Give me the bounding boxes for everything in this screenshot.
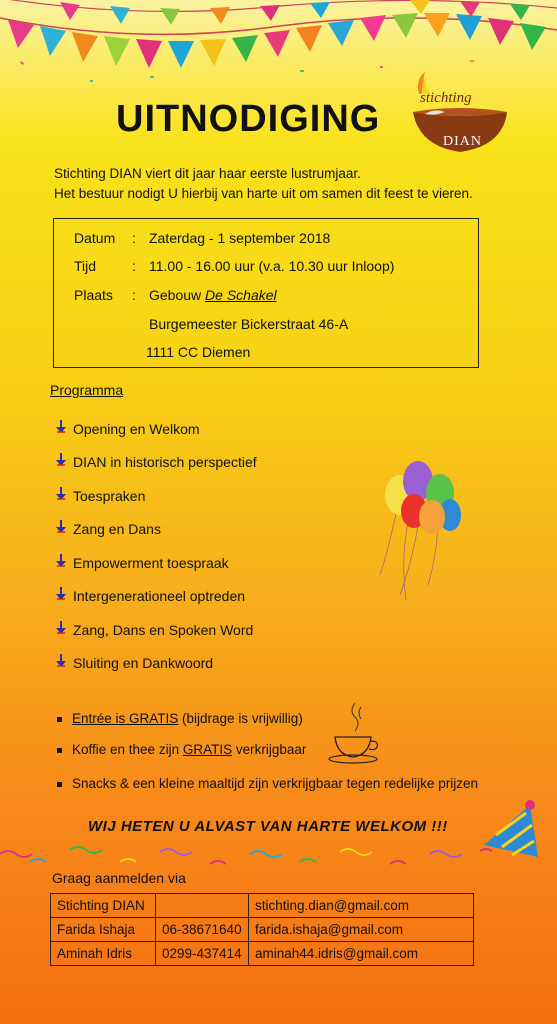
contact-email[interactable]: farida.ishaja@gmail.com: [249, 918, 474, 942]
note-coffee-free: GRATIS: [182, 742, 233, 757]
intro-line-2: Het bestuur nodigt U hierbij van harte uit om samen dit feest te vieren.: [54, 186, 473, 201]
list-item: [55, 621, 253, 638]
down-arrow-icon: [55, 654, 73, 671]
down-arrow-icon: [55, 554, 73, 571]
list-item: [55, 487, 145, 504]
welcome-banner: WIJ HETEN U ALVAST VAN HARTE WELKOM !!!: [88, 818, 448, 835]
table-row: [51, 918, 474, 942]
contact-phone: 06-38671640: [156, 918, 249, 942]
contact-email[interactable]: aminah44.idris@gmail.com: [249, 942, 474, 966]
down-arrow-icon: [55, 587, 73, 604]
note-entree-rest: (bijdrage is vrijwillig): [178, 711, 303, 726]
programma-item-label: Empowerment toespraak: [73, 555, 229, 571]
note-coffee-a: Koffie en thee zijn: [72, 742, 183, 757]
list-item: [55, 520, 161, 537]
date-value: Zaterdag - 1 september 2018: [149, 230, 331, 246]
place-label: Plaats: [74, 287, 113, 303]
bullet-square: [57, 748, 62, 753]
down-arrow-icon: [55, 453, 73, 470]
intro-text: [54, 164, 473, 204]
list-item: [55, 453, 257, 470]
contacts-table: [50, 893, 474, 966]
programma-item-label: Intergenerationeel optreden: [73, 588, 246, 604]
programma-item-label: Sluiting en Dankwoord: [73, 655, 214, 671]
logo-text-top: stichting: [420, 90, 472, 106]
list-item: [55, 554, 229, 571]
contact-name: Aminah Idris: [51, 942, 156, 966]
programma-item-label: DIAN in historisch perspectief: [73, 454, 257, 470]
programma-item-label: Zang, Dans en Spoken Word: [73, 622, 254, 638]
logo-text-bottom: DIAN: [443, 134, 482, 149]
bullet-square: [57, 782, 62, 787]
programma-item-label: Zang en Dans: [73, 521, 161, 537]
note-entree: [57, 711, 303, 726]
contact-name: Farida Ishaja: [51, 918, 156, 942]
note-entree-free: Entrée is GRATIS: [72, 711, 179, 726]
event-details-box: [53, 218, 479, 368]
list-item: [55, 654, 213, 671]
contact-name: Stichting DIAN: [51, 894, 156, 918]
address-line-1: Burgemeester Bickerstraat 46-A: [149, 316, 349, 332]
bullet-square: [57, 717, 62, 722]
time-label: Tijd: [74, 258, 97, 274]
down-arrow-icon: [55, 621, 73, 638]
page-title: UITNODIGING: [116, 98, 381, 140]
balloons-icon: [370, 455, 470, 605]
place-value: [149, 287, 277, 303]
colon: :: [132, 258, 136, 274]
contact-phone: [156, 894, 249, 918]
party-hat-icon: [476, 795, 546, 875]
time-value: 11.00 - 16.00 uur (v.a. 10.30 uur Inloop): [149, 258, 395, 274]
programma-heading: Programma: [50, 382, 124, 398]
list-item: [55, 587, 245, 604]
register-heading: Graag aanmelden via: [52, 870, 186, 886]
contact-email[interactable]: stichting.dian@gmail.com: [249, 894, 474, 918]
programma-item-label: Toespraken: [73, 488, 146, 504]
place-prefix: Gebouw: [149, 287, 202, 303]
down-arrow-icon: [55, 420, 73, 437]
note-snacks: [57, 776, 478, 791]
coffee-cup-icon: [325, 697, 385, 767]
down-arrow-icon: [55, 487, 73, 504]
intro-line-1: Stichting DIAN viert dit jaar haar eerste lustrumjaar.: [54, 166, 361, 181]
table-row: [51, 894, 474, 918]
list-item: [55, 420, 200, 437]
note-coffee: [57, 742, 306, 757]
place-name: De Schakel: [205, 287, 277, 303]
contact-phone: 0299-437414: [156, 942, 249, 966]
note-snacks-text: Snacks & een kleine maaltijd zijn verkrijgbaar tegen redelijke prijzen: [72, 776, 478, 791]
colon: :: [132, 230, 136, 246]
table-row: [51, 942, 474, 966]
programma-item-label: Opening en Welkom: [73, 421, 200, 437]
down-arrow-icon: [55, 520, 73, 537]
note-coffee-c: verkrijgbaar: [232, 742, 307, 757]
colon: :: [132, 287, 136, 303]
date-label: Datum: [74, 230, 116, 246]
address-line-2: 1111 CC Diemen: [146, 344, 251, 360]
